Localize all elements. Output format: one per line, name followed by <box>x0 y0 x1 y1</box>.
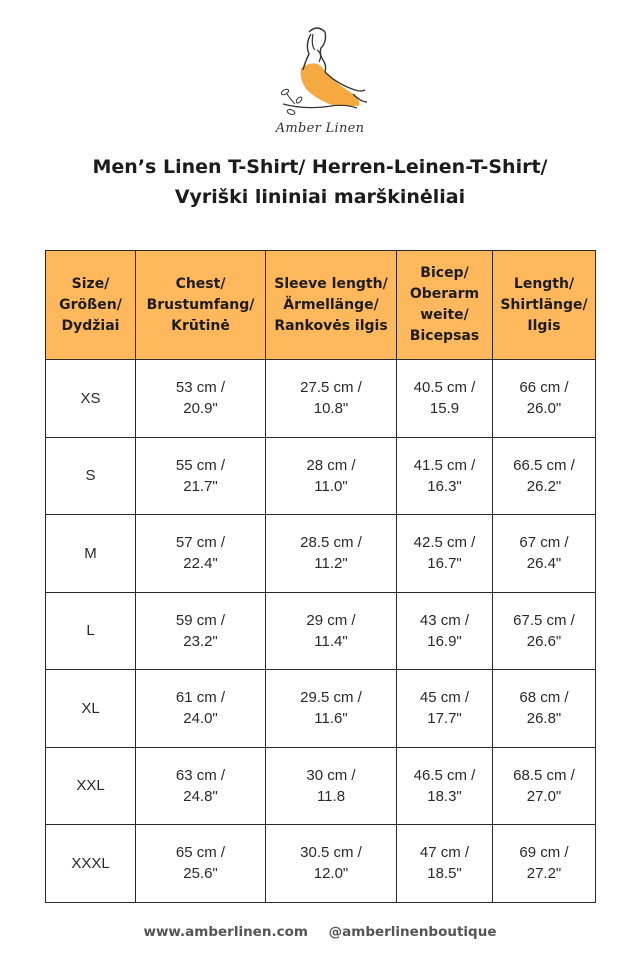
cell-line: 23.2" <box>183 632 218 650</box>
cell-line: 45 cm / <box>419 689 470 707</box>
length-cell <box>493 592 596 670</box>
cell-line: 26.2" <box>526 477 562 495</box>
cell-line: 11.0" <box>314 477 348 495</box>
header-size <box>46 251 136 360</box>
cell-line: 16.7" <box>427 555 462 573</box>
size-cell: XXL <box>46 747 136 825</box>
cell-line: 16.3" <box>427 477 462 495</box>
website-link[interactable]: www.amberlinen.com <box>143 924 308 940</box>
cell-line: 27.0" <box>526 787 562 805</box>
cell-line: 61 cm / <box>175 689 226 707</box>
cell-line: 66 cm / <box>519 379 569 397</box>
cell-line: 11.2" <box>314 555 348 573</box>
cell-line: 26.8" <box>526 710 562 728</box>
header-line: Oberarm <box>409 286 480 302</box>
cell-line: 41.5 cm / <box>413 456 476 474</box>
table-row <box>46 747 596 825</box>
length-cell <box>493 515 596 593</box>
cell-line: 29.5 cm / <box>300 689 362 707</box>
social-handle[interactable]: @amberlinenboutique <box>328 924 497 940</box>
header-line: Bicep/ <box>420 265 469 281</box>
cell-line: 69 cm / <box>519 844 569 862</box>
header-line: Dydžiai <box>61 317 120 334</box>
sleeve-cell <box>266 437 397 515</box>
cell-line: 11.8 <box>316 787 346 805</box>
size-cell: XL <box>46 670 136 748</box>
cell-line: 17.7" <box>427 710 462 728</box>
table-row <box>46 437 596 515</box>
cell-line: 68 cm / <box>519 689 569 707</box>
footer <box>0 924 640 940</box>
cell-line: 24.0" <box>183 710 218 728</box>
chest-cell <box>136 825 266 903</box>
cell-line: 12.0" <box>313 865 349 883</box>
sleeve-cell <box>266 592 397 670</box>
length-cell <box>493 747 596 825</box>
page-title: Men’s Linen T-Shirt/ Herren-Leinen-T-Shirt/ Vyriški lininiai marškinėliai <box>92 156 548 208</box>
header-line: Rankovės ilgis <box>274 317 388 334</box>
cell-line: 22.4" <box>183 555 218 573</box>
chest-cell <box>136 670 266 748</box>
cell-line: 25.6" <box>183 865 218 883</box>
header-chest <box>136 251 266 360</box>
bicep-cell <box>397 515 493 593</box>
header-line: Size/ <box>71 275 110 292</box>
brand-name: Amber Linen <box>275 121 365 136</box>
cell-line: 18.5" <box>427 865 462 883</box>
cell-line: 65 cm / <box>175 844 226 862</box>
cell-line: 57 cm / <box>175 534 226 552</box>
cell-line: 43 cm / <box>419 611 470 629</box>
cell-line: 16.9" <box>427 632 462 650</box>
cell-line: 21.7" <box>183 477 218 495</box>
cell-line: 26.0" <box>526 400 562 418</box>
cell-line: 47 cm / <box>419 844 470 862</box>
sleeve-cell <box>266 825 397 903</box>
cell-line: 67 cm / <box>519 534 569 552</box>
header-line: Shirtlänge/ <box>500 296 588 313</box>
length-cell <box>493 437 596 515</box>
header-line: Ärmellänge/ <box>283 296 379 313</box>
table-header-row <box>46 251 596 360</box>
header-line: Ilgis <box>527 317 561 334</box>
cell-line: 55 cm / <box>175 456 226 474</box>
chest-cell <box>136 747 266 825</box>
size-cell: L <box>46 592 136 670</box>
size-cell: XXXL <box>46 825 136 903</box>
length-cell <box>493 360 596 438</box>
header-line: weite/ <box>420 307 469 323</box>
sleeve-cell <box>266 670 397 748</box>
cell-line: 63 cm / <box>175 766 226 784</box>
cell-line: 18.3" <box>427 787 462 805</box>
cell-line: 27.2" <box>526 865 562 883</box>
header-bicep <box>397 251 493 360</box>
bicep-cell <box>397 437 493 515</box>
length-cell <box>493 825 596 903</box>
bicep-cell <box>397 360 493 438</box>
cell-line: 26.6" <box>526 632 562 650</box>
cell-line: 11.4" <box>314 632 348 650</box>
bicep-cell <box>397 592 493 670</box>
table-row <box>46 592 596 670</box>
chest-cell <box>136 360 266 438</box>
header-sleeve-length <box>266 251 397 360</box>
cell-line: 30 cm / <box>306 766 356 784</box>
bicep-cell <box>397 670 493 748</box>
cell-line: 30.5 cm / <box>300 844 362 862</box>
chest-cell <box>136 515 266 593</box>
size-cell: M <box>46 515 136 593</box>
cell-line: 59 cm / <box>175 611 226 629</box>
chest-cell <box>136 592 266 670</box>
cell-line: 28.5 cm / <box>300 534 362 552</box>
size-cell: XS <box>46 360 136 438</box>
chest-cell <box>136 437 266 515</box>
cell-line: 53 cm / <box>175 379 226 397</box>
table-row <box>46 515 596 593</box>
header-line: Bicepsas <box>409 328 480 344</box>
bicep-cell <box>397 747 493 825</box>
sleeve-cell <box>266 515 397 593</box>
header-line: Sleeve length/ <box>274 275 388 292</box>
header-line: Größen/ <box>59 296 122 313</box>
table-row <box>46 670 596 748</box>
cell-line: 29 cm / <box>306 611 356 629</box>
cell-line: 68.5 cm / <box>513 766 575 784</box>
cell-line: 40.5 cm / <box>413 379 476 397</box>
length-cell <box>493 670 596 748</box>
header-line: Length/ <box>513 275 575 292</box>
sleeve-cell <box>266 360 397 438</box>
size-cell: S <box>46 437 136 515</box>
cell-line: 11.6" <box>314 710 348 728</box>
cell-line: 28 cm / <box>306 456 356 474</box>
header-length <box>493 251 596 360</box>
header-line: Krūtinė <box>171 317 230 334</box>
sleeve-cell <box>266 747 397 825</box>
cell-line: 67.5 cm / <box>513 611 575 629</box>
cell-line: 46.5 cm / <box>413 766 476 784</box>
cell-line: 24.8" <box>183 787 218 805</box>
cell-line: 20.9" <box>183 400 218 418</box>
table-row <box>46 825 596 903</box>
bicep-cell <box>397 825 493 903</box>
cell-line: 66.5 cm / <box>513 456 575 474</box>
header-line: Chest/ <box>175 275 226 292</box>
cell-line: 10.8" <box>313 400 349 418</box>
cell-line: 15.9 <box>429 400 460 418</box>
cell-line: 42.5 cm / <box>413 534 476 552</box>
cell-line: 27.5 cm / <box>300 379 362 397</box>
cell-line: 26.4" <box>526 555 562 573</box>
size-chart-table <box>45 250 596 903</box>
table-row <box>46 360 596 438</box>
header-line: Brustumfang/ <box>146 296 255 313</box>
woman-illustration-icon <box>265 20 375 120</box>
